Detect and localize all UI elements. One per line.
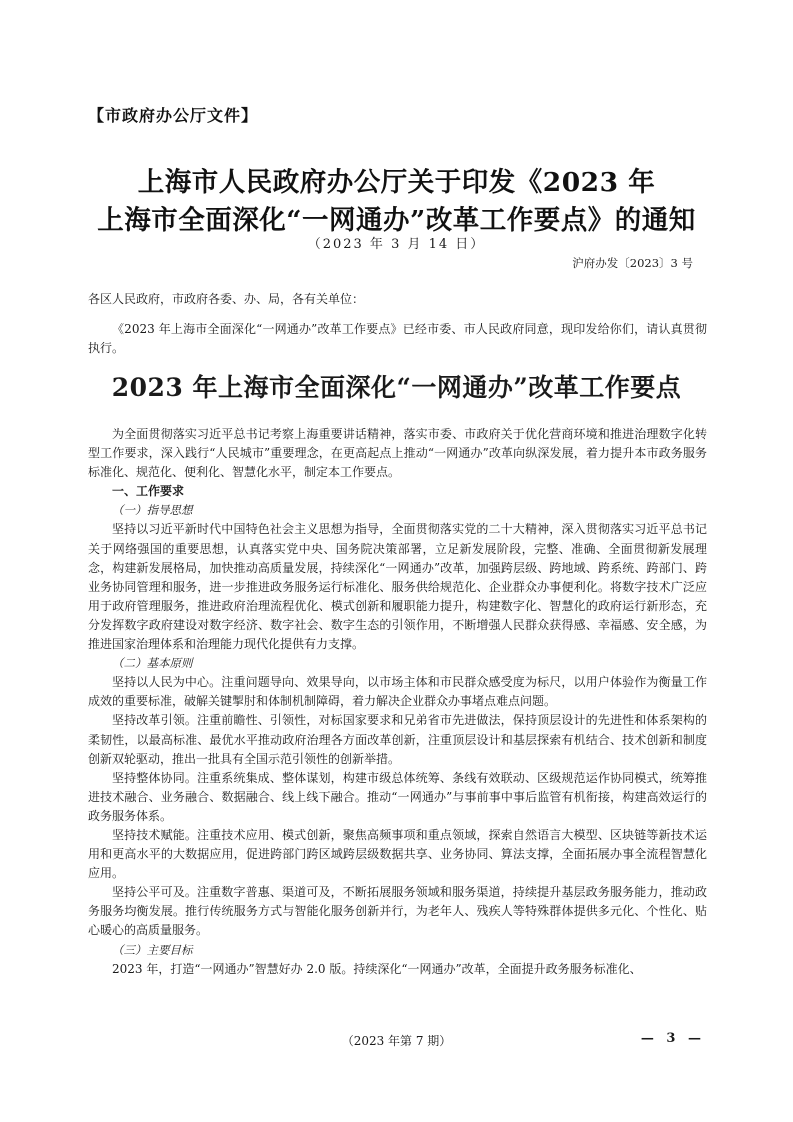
main-goals-paragraph: 2023 年，打造“一网通办”智慧好办 2.0 版。持续深化“一网通办”改革，全面提升政务服务标准化、 [112,961,642,976]
issue-number: （2023 年第 7 期） [341,1034,452,1048]
preamble-paragraph: 为全面贯彻落实习近平总书记考察上海重要讲话精神，落实市委、市政府关于优化营商环境和推进治理数字化转型工作要求，深入践行“人民城市”重要理念，在更高起点上推动“一网通办”改革向纵深发展，着力提升本市政务服务标准化、规范化、便利化、智慧化水平，制定本工作要点。 [88,427,707,480]
subsection-title: （二）基本原则 [112,656,193,671]
notice-title-line-2: 上海市全面深化“一网通办”改革工作要点》的通知 [97,205,696,236]
document-number: 沪府办发〔2023〕3 号 [572,256,693,270]
notice-intro: 《2023 年上海市全面深化“一网通办”改革工作要点》已经市委、市人民政府同意，现印发给你们，请认真贯彻执行。 [88,322,707,355]
document-body [88,425,707,979]
principle-paragraph: 坚持技术赋能。注重技术应用、模式创新，聚焦高频事项和重点领域，探索自然语言大模型、区块链等新技术运用和更高水平的大数据应用，促进跨部门跨区域跨层级数据共享、业务协同、算法支撑，全面拓展办事全流程智慧化应用。 [88,827,707,881]
category-tag: 【市政府办公厅文件】 [88,106,259,125]
issue-date: （2023 年 3 月 14 日） [307,237,486,252]
subsection-title: （一）指导思想 [112,503,193,518]
principle-paragraph: 坚持改革引领。注重前瞻性、引领性，对标国家要求和兄弟省市先进做法，保持顶层设计的先进性和体系架构的柔韧性，以最高标准、最优水平推动政府治理各方面改革创新，注重顶层设计和基层探索有机结合、技术创新和制度创新双轮驱动，推出一批具有全国示范引领性的创新举措。 [88,713,707,766]
principle-paragraph: 坚持以人民为中心。注重问题导向、效果导向，以市场主体和市民群众感受度为标尺，以用户体验作为衡量工作成效的重要标准，破解关键掣肘和体制机制障碍，着力解决企业群众办事堵点难点问题。 [88,675,707,709]
guiding-thought-paragraph: 坚持以习近平新时代中国特色社会主义思想为指导，全面贯彻落实党的二十大精神，深入贯彻落实习近平总书记关于网络强国的重要思想，认真落实党中央、国务院决策部署，立足新发展阶段，完整、准确、全面贯彻新发展理念，构建新发展格局，加快推动高质量发展，持续深化“一网通办”改革，加强跨层级、跨地域、跨系统、跨部门、跨业务协同管理和服务，进一步推进政务服务运行标准化、服务供给规范化、企业群众办事便利化。将数字技术广泛应用于政府管理服务，推进政府治理流程优化、模式创新和履职能力提升，构建数字化、智慧化的政府运行新形态，充分发挥数字政府建设对数字经济、数字社会、数字生态的引领作用，不断增强人民群众获得感、幸福感、安全感，为推进国家治理体系和治理能力现代化提供有力支撑。 [88,522,707,652]
addressees: 各区人民政府，市政府各委、办、局，各有关单位： [88,292,365,306]
section-title: 一、工作要求 [112,484,185,499]
notice-title-line-1: 上海市人民政府办公厅关于印发《2023 年 [137,167,656,198]
document-heading: 2023 年上海市全面深化“一网通办”改革工作要点 [111,373,682,402]
principle-paragraph: 坚持公平可及。注重数字普惠、渠道可及，不断拓展服务领域和服务渠道，持续提升基层政务服务能力，推动政务服务均衡发展。推行传统服务方式与智能化服务创新并行，为老年人、残疾人等特殊群体提供多元化、个性化、贴心暖心的高质量服务。 [88,885,707,938]
principle-paragraph: 坚持整体协同。注重系统集成、整体谋划，构建市级总体统筹、条线有效联动、区级规范运作协同模式，统筹推进技术融合、业务融合、数据融合、线上线下融合。推动“一网通办”与事前事中事后监管有机衔接，构建高效运行的政务服务体系。 [88,770,707,823]
subsection-title: （三）主要目标 [112,942,193,957]
page-number: — 3 — [640,1031,705,1046]
